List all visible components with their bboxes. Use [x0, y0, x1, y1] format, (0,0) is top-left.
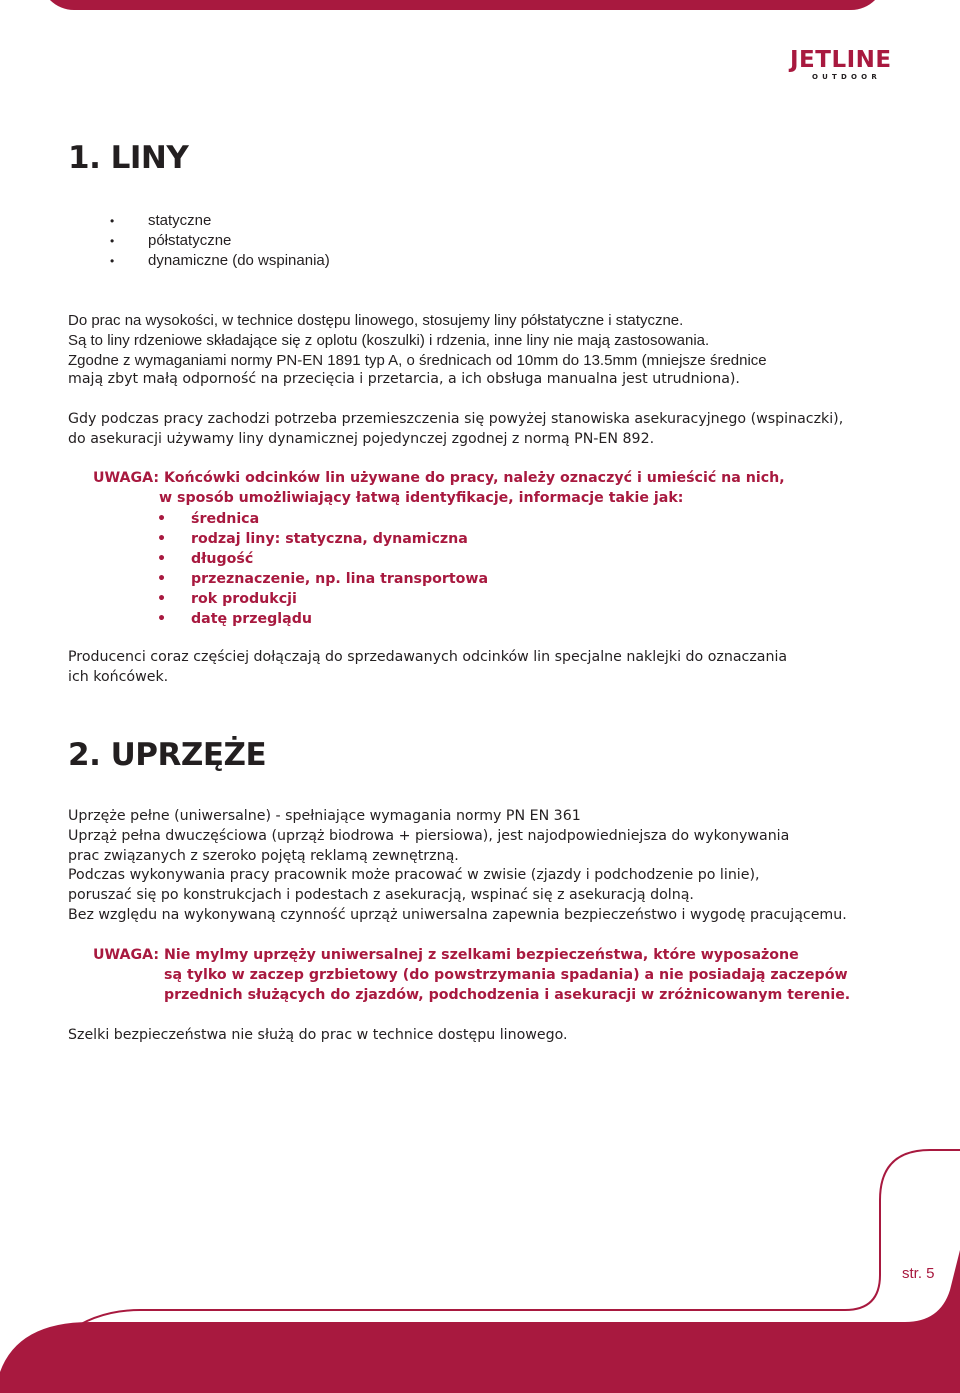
- text-line: poruszać się po konstrukcjach i podestach z asekuracją, wspinać się z asekuracją dolną.: [68, 887, 694, 904]
- warning-line: w sposób umożliwiający łatwą identyfikacje, informacje takie jak:: [159, 489, 684, 506]
- text-line: Są to liny rdzeniowe składające się z oplotu (koszulki) i rdzenia, inne liny nie mają zastosowania.: [68, 331, 710, 349]
- warning-line: UWAGA: Nie mylmy uprzęży uniwersalnej z szelkami bezpieczeństwa, które wyposażone: [93, 947, 799, 963]
- text-line: Zgodne z wymaganiami normy PN-EN 1891 typ A, o średnicach od 10mm do 13.5mm (mniejsze średnice: [68, 351, 767, 369]
- list-item: • przeznaczenie, np. lina transportowa: [157, 569, 488, 589]
- text-line: Uprzęże pełne (uniwersalne) - spełniające wymagania normy PN EN 361: [68, 808, 581, 824]
- logo-subtitle: OUTDOOR: [812, 73, 881, 81]
- section-title-uprzeze: 2. UPRZĘŻE: [68, 737, 267, 773]
- list-item: • rodzaj liny: statyczna, dynamiczna: [157, 529, 488, 549]
- page-number: str. 5: [902, 1265, 935, 1282]
- list-item: • długość: [157, 549, 488, 569]
- list-item: • statyczne: [110, 211, 330, 231]
- text-line: do asekuracji używamy liny dynamicznej pojedynczej zgodnej z normą PN-EN 892.: [68, 430, 655, 447]
- warning-line: przednich służących do zjazdów, podchodzenia i asekuracji w zróżnicowanym terenie.: [164, 986, 851, 1003]
- list-item: • dynamiczne (do wspinania): [110, 251, 330, 271]
- warning-line: UWAGA: Końcówki odcinków lin używane do pracy, należy oznaczyć i umieścić na nich,: [93, 470, 785, 486]
- decorative-band: [0, 1250, 960, 1393]
- text-line: prac związanych z szeroko pojętą reklamą zewnętrzną.: [68, 847, 459, 864]
- warning-line: są tylko w zaczep grzbietowy (do powstrzymania spadania) a nie posiadają zaczepów: [164, 966, 848, 983]
- text-line: Uprząż pełna dwuczęściowa (uprząż biodrowa + piersiowa), jest najodpowiedniejsza do wykonywania: [68, 827, 790, 844]
- text-line: Gdy podczas pracy zachodzi potrzeba przemieszczenia się powyżej stanowiska asekuracyjnego (wspinaczki),: [68, 411, 844, 427]
- text-line: Producenci coraz częściej dołączają do sprzedawanych odcinków lin specjalne naklejki do oznaczania: [68, 649, 788, 665]
- text-line: ich końcówek.: [68, 668, 169, 685]
- text-line: Podczas wykonywania pracy pracownik może pracować w zwisie (zjazdy i podchodzenie po linie),: [68, 867, 760, 884]
- text-line: Do prac na wysokości, w technice dostępu linowego, stosujemy liny półstatyczne i statyczne.: [68, 312, 684, 329]
- text-line: Szelki bezpieczeństwa nie służą do prac w technice dostępu linowego.: [68, 1027, 568, 1043]
- section-title-liny: 1. LINY: [68, 140, 189, 176]
- list-item: • średnica: [157, 509, 488, 529]
- list-item: • rok produkcji: [157, 589, 488, 609]
- text-line: Bez względu na wykonywaną czynność uprząż uniwersalna zapewnia bezpieczeństwo i wygodę pracującemu.: [68, 906, 847, 923]
- logo-brand: JETLINE: [790, 47, 892, 73]
- list-item: • półstatyczne: [110, 231, 330, 251]
- list-item: • datę przeglądu: [157, 609, 488, 629]
- text-line: mają zbyt małą odporność na przecięcia i przetarcia, a ich obsługa manualna jest utrudniona).: [68, 371, 740, 388]
